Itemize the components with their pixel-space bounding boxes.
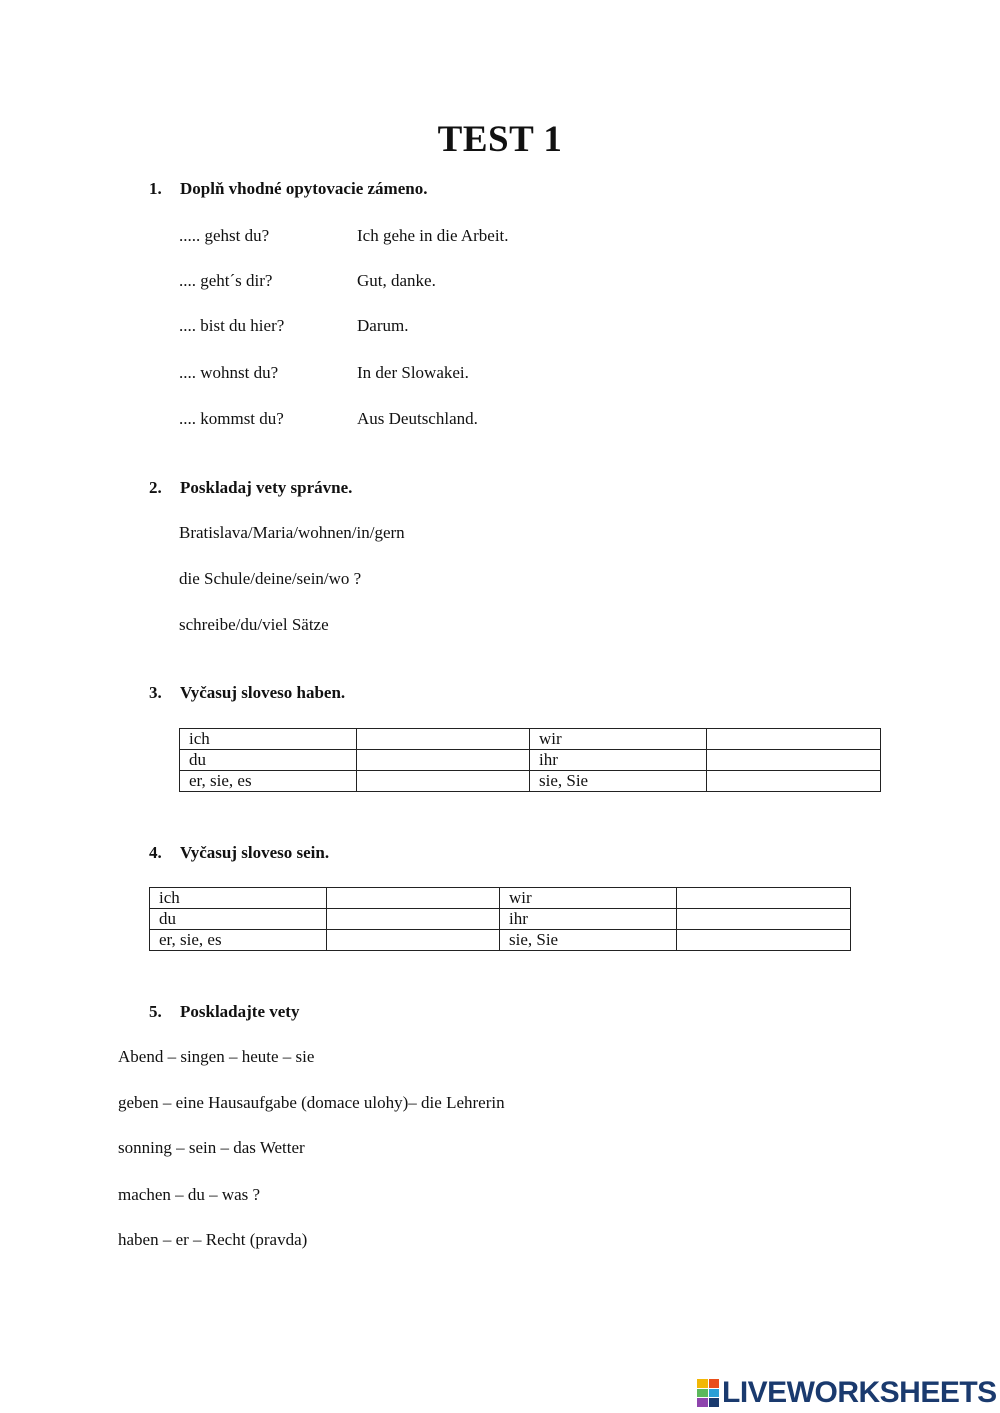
section-2-title: Poskladaj vety správne. [180, 478, 353, 497]
section-1-title: Doplň vhodné opytovacie zámeno. [180, 179, 428, 198]
pronoun-cell: er, sie, es [180, 771, 357, 792]
question-line: .... wohnst du? [179, 363, 279, 382]
answer-cell[interactable] [327, 930, 500, 951]
question-line: .... geht´s dir? [179, 271, 273, 290]
sentence-item: Abend – singen – heute – sie [118, 1047, 315, 1066]
logo-block [697, 1379, 708, 1388]
logo-mark-icon [697, 1379, 719, 1407]
section-1-heading [149, 179, 427, 199]
section-2-number: 2. [149, 478, 162, 497]
pronoun-cell: ihr [500, 909, 677, 930]
section-4-heading [149, 843, 329, 863]
pronoun-cell: sie, Sie [500, 930, 677, 951]
answer-line: Ich gehe in die Arbeit. [357, 226, 509, 245]
pronoun-cell: ich [180, 729, 357, 750]
section-5-title: Poskladajte vety [180, 1002, 300, 1021]
logo-block [709, 1389, 720, 1398]
section-3-number: 3. [149, 683, 162, 702]
table-row [180, 750, 881, 771]
page-title: TEST 1 [437, 119, 563, 160]
answer-cell[interactable] [677, 930, 851, 951]
answer-cell[interactable] [327, 888, 500, 909]
sentence-item: sonning – sein – das Wetter [118, 1138, 305, 1157]
section-5-heading [149, 1002, 299, 1022]
question-line: .... bist du hier? [179, 316, 285, 335]
answer-line: Gut, danke. [357, 271, 436, 290]
answer-cell[interactable] [327, 909, 500, 930]
section-5-number: 5. [149, 1002, 162, 1021]
logo-block [709, 1398, 720, 1407]
logo-block [709, 1379, 720, 1388]
answer-line: In der Slowakei. [357, 363, 469, 382]
haben-conjugation-table [179, 728, 881, 792]
pronoun-cell: er, sie, es [150, 930, 327, 951]
section-4-title: Vyčasuj sloveso sein. [180, 843, 330, 862]
table-row [150, 888, 851, 909]
answer-cell[interactable] [707, 750, 881, 771]
section-2-heading [149, 478, 352, 498]
pronoun-cell: wir [500, 888, 677, 909]
liveworksheets-logo[interactable] [697, 1377, 997, 1409]
answer-cell[interactable] [707, 771, 881, 792]
answer-line: Aus Deutschland. [357, 409, 478, 428]
question-line: ..... gehst du? [179, 226, 270, 245]
sentence-item: die Schule/deine/sein/wo ? [179, 569, 362, 588]
table-row [180, 771, 881, 792]
section-4-number: 4. [149, 843, 162, 862]
pronoun-cell: wir [530, 729, 707, 750]
table-row [180, 729, 881, 750]
answer-cell[interactable] [357, 771, 530, 792]
sentence-item: haben – er – Recht (pravda) [118, 1230, 308, 1249]
logo-block [697, 1389, 708, 1398]
section-3-heading [149, 683, 345, 703]
sein-conjugation-table [149, 887, 851, 951]
sentence-item: machen – du – was ? [118, 1185, 261, 1204]
answer-cell[interactable] [677, 888, 851, 909]
logo-block [697, 1398, 708, 1407]
pronoun-cell: du [150, 909, 327, 930]
question-line: .... kommst du? [179, 409, 284, 428]
answer-cell[interactable] [677, 909, 851, 930]
sentence-item: Bratislava/Maria/wohnen/in/gern [179, 523, 405, 542]
answer-cell[interactable] [707, 729, 881, 750]
section-3-title: Vyčasuj sloveso haben. [180, 683, 346, 702]
pronoun-cell: sie, Sie [530, 771, 707, 792]
table-row [150, 909, 851, 930]
logo-text: LIVEWORKSHEETS [722, 1376, 997, 1409]
section-1-number: 1. [149, 179, 162, 198]
answer-cell[interactable] [357, 729, 530, 750]
pronoun-cell: ihr [530, 750, 707, 771]
answer-line: Darum. [357, 316, 409, 335]
sentence-item: schreibe/du/viel Sätze [179, 615, 329, 634]
sentence-item: geben – eine Hausaufgabe (domace ulohy)– die Lehrerin [118, 1093, 505, 1112]
pronoun-cell: ich [150, 888, 327, 909]
table-row [150, 930, 851, 951]
answer-cell[interactable] [357, 750, 530, 771]
pronoun-cell: du [180, 750, 357, 771]
